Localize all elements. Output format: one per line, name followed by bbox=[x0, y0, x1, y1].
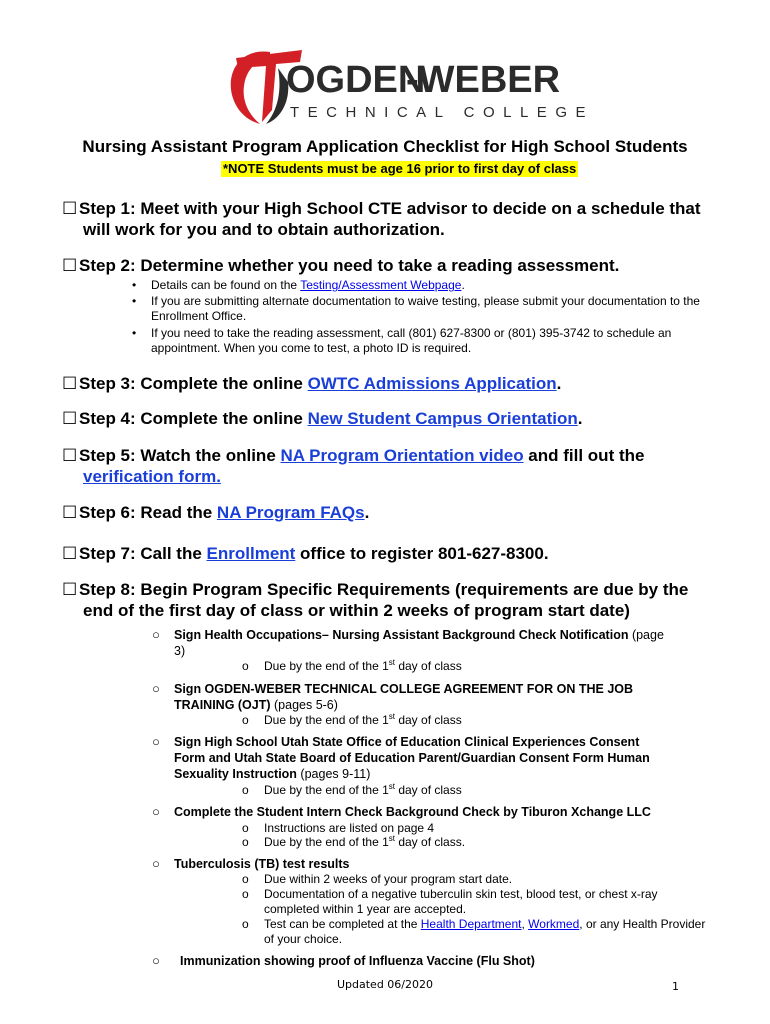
step-1-line1: Step 1: Meet with your High School CTE advisor to decide on a schedule that bbox=[79, 199, 701, 218]
workmed-link[interactable]: Workmed bbox=[528, 917, 580, 931]
o-bullet-icon: o bbox=[242, 835, 249, 849]
due-sup: st bbox=[388, 834, 395, 843]
step-4 bbox=[62, 408, 742, 429]
requirement-pages: (pages 5-6) bbox=[270, 698, 338, 712]
logo-mark-icon bbox=[222, 40, 594, 130]
checkbox-icon[interactable]: ☐ bbox=[62, 446, 78, 465]
item-text: completed within 1 year are accepted. bbox=[264, 902, 467, 916]
step-1 bbox=[62, 198, 742, 240]
requirement-tb-test bbox=[152, 856, 734, 872]
step-6-text: Step 6: Read the bbox=[79, 503, 217, 522]
checkbox-icon[interactable]: ☐ bbox=[62, 544, 78, 563]
requirement-title: Sign OGDEN-WEBER TECHNICAL COLLEGE AGREEMENT FOR ON THE JOB bbox=[174, 682, 634, 696]
bullet-text: Enrollment Office. bbox=[151, 309, 247, 323]
item-text: Test can be completed at the bbox=[264, 917, 421, 931]
req-2-due bbox=[242, 712, 462, 728]
step-5-text: Step 5: Watch the online bbox=[79, 446, 281, 465]
step-6-text: . bbox=[364, 503, 370, 522]
item-text: Documentation of a negative tuberculin skin test, blood test, or chest x-ray bbox=[264, 887, 658, 901]
requirement-pages: (page bbox=[628, 628, 664, 642]
requirement-background-notification bbox=[152, 627, 734, 659]
requirement-title: TRAINING (OJT) bbox=[174, 698, 271, 712]
requirement-background-check bbox=[152, 804, 734, 820]
due-text: Due by the end of the 1 bbox=[264, 783, 389, 797]
due-text: day of class. bbox=[395, 835, 466, 849]
req-3-due bbox=[242, 782, 462, 798]
requirement-title: Form and Utah State Board of Education Parent/Guardian Consent Form Human bbox=[174, 751, 650, 765]
bullet-icon: • bbox=[132, 278, 137, 292]
step-5-text: and fill out the bbox=[523, 446, 645, 465]
o-bullet-icon: o bbox=[242, 917, 249, 931]
checkbox-icon[interactable]: ☐ bbox=[62, 374, 78, 393]
circle-checkbox-icon[interactable]: ○ bbox=[152, 734, 160, 749]
circle-checkbox-icon[interactable]: ○ bbox=[152, 856, 160, 871]
bullet-icon: • bbox=[132, 326, 137, 340]
req-4-item-1 bbox=[242, 821, 435, 836]
o-bullet-icon: o bbox=[242, 887, 249, 901]
checkbox-icon[interactable]: ☐ bbox=[62, 580, 78, 599]
step-8-line2: end of the first day of class or within 2 weeks of program start date) bbox=[83, 601, 630, 620]
circle-checkbox-icon[interactable]: ○ bbox=[152, 627, 160, 642]
due-text: Due by the end of the 1 bbox=[264, 713, 389, 727]
updated-date: Updated 06/2020 bbox=[336, 978, 433, 991]
step-7-text: office to register 801-627-8300. bbox=[295, 544, 549, 563]
step-3-text: Step 3: Complete the online bbox=[79, 374, 308, 393]
o-bullet-icon: o bbox=[242, 659, 249, 673]
circle-checkbox-icon[interactable]: ○ bbox=[152, 681, 160, 696]
due-text: Due by the end of the 1 bbox=[264, 835, 389, 849]
due-text: day of class bbox=[395, 659, 462, 673]
checkbox-icon[interactable]: ☐ bbox=[62, 409, 78, 428]
req-4-due bbox=[242, 834, 466, 850]
o-bullet-icon: o bbox=[242, 821, 249, 835]
item-text: , or any Health Provider bbox=[579, 917, 706, 931]
o-bullet-icon: o bbox=[242, 783, 249, 797]
step-7 bbox=[62, 543, 742, 564]
due-text: day of class bbox=[395, 713, 462, 727]
checkbox-icon[interactable]: ☐ bbox=[62, 199, 78, 218]
due-text: Due by the end of the 1 bbox=[264, 659, 389, 673]
campus-orientation-link[interactable]: New Student Campus Orientation bbox=[307, 409, 578, 428]
step-1-line2: will work for you and to obtain authorization. bbox=[83, 220, 445, 239]
testing-assessment-link[interactable]: Testing/Assessment Webpage bbox=[300, 278, 462, 292]
due-text: day of class bbox=[395, 783, 462, 797]
step-8 bbox=[62, 579, 742, 621]
item-text: , bbox=[521, 917, 529, 931]
o-bullet-icon: o bbox=[242, 713, 249, 727]
step-8-line1: Step 8: Begin Program Specific Requirements (requirements are due by the bbox=[79, 580, 689, 599]
step-6 bbox=[62, 502, 742, 523]
step-4-text: Step 4: Complete the online bbox=[79, 409, 308, 428]
logo-name-part2: -WEBER bbox=[406, 59, 561, 101]
requirement-consent-forms bbox=[152, 734, 744, 782]
logo-name-part1: OGDEN bbox=[286, 59, 426, 101]
step-3-text: . bbox=[556, 374, 562, 393]
admissions-application-link[interactable]: OWTC Admissions Application bbox=[307, 374, 557, 393]
bullet-text: appointment. When you come to test, a photo ID is required. bbox=[151, 341, 472, 355]
req-5-item-1 bbox=[242, 872, 513, 887]
due-sup: st bbox=[388, 782, 395, 791]
req-5-item-2 bbox=[242, 887, 744, 917]
checkbox-icon[interactable]: ☐ bbox=[62, 256, 78, 275]
o-bullet-icon: o bbox=[242, 872, 249, 886]
requirement-title: Sign Health Occupations– Nursing Assistant Background Check Notification bbox=[174, 628, 629, 642]
requirement-title: Tuberculosis (TB) test results bbox=[174, 857, 350, 871]
bullet-text: Details can be found on the bbox=[151, 278, 301, 292]
step-2-bullet-1 bbox=[132, 278, 741, 293]
req-1-due bbox=[242, 658, 462, 674]
requirement-pages: (pages 9-11) bbox=[296, 767, 371, 781]
item-text: Due within 2 weeks of your program start date. bbox=[264, 872, 513, 886]
step-7-text: Step 7: Call the bbox=[79, 544, 207, 563]
due-sup: st bbox=[388, 658, 395, 667]
requirement-title: Immunization showing proof of Influenza Vaccine (Flu Shot) bbox=[180, 954, 535, 968]
step-2-bullet-2 bbox=[132, 294, 751, 324]
requirement-title: Sexuality Instruction bbox=[174, 767, 297, 781]
bullet-icon: • bbox=[132, 294, 137, 308]
enrollment-link[interactable]: Enrollment bbox=[206, 544, 296, 563]
requirement-ojt-agreement bbox=[152, 681, 734, 713]
orientation-video-link[interactable]: NA Program Orientation video bbox=[280, 446, 524, 465]
step-5 bbox=[62, 445, 742, 487]
requirement-flu-shot bbox=[152, 953, 740, 969]
page-title: Nursing Assistant Program Application Checklist for High School Students bbox=[82, 137, 688, 156]
step-2-bullet-3 bbox=[132, 326, 751, 356]
age-note: *NOTE Students must be age 16 prior to first day of class bbox=[223, 161, 577, 176]
verification-form-link[interactable]: verification form. bbox=[83, 467, 221, 486]
requirement-title: Sign High School Utah State Office of Education Clinical Experiences Consent bbox=[174, 735, 640, 749]
due-sup: st bbox=[388, 712, 395, 721]
step-4-text: . bbox=[577, 409, 583, 428]
college-logo bbox=[222, 40, 594, 130]
item-text: Instructions are listed on page 4 bbox=[264, 821, 435, 835]
program-faqs-link[interactable]: NA Program FAQs bbox=[216, 503, 365, 522]
step-3 bbox=[62, 373, 742, 394]
circle-checkbox-icon[interactable]: ○ bbox=[152, 804, 160, 819]
logo-subtitle: TECHNICAL COLLEGE bbox=[290, 104, 594, 121]
bullet-text: If you need to take the reading assessment, call (801) 627-8300 or (801) 395-3742 to schedule an bbox=[151, 326, 672, 340]
requirement-pages: 3) bbox=[174, 644, 186, 658]
step-2-text: Step 2: Determine whether you need to take a reading assessment. bbox=[79, 256, 620, 275]
bullet-text: If you are submitting alternate documentation to waive testing, please submit your documentation to the bbox=[151, 294, 700, 308]
health-department-link[interactable]: Health Department bbox=[420, 917, 522, 931]
bullet-text: . bbox=[461, 278, 465, 292]
req-5-item-3 bbox=[242, 917, 744, 947]
page-number: 1 bbox=[672, 980, 679, 993]
checkbox-icon[interactable]: ☐ bbox=[62, 503, 78, 522]
requirement-title: Complete the Student Intern Check Background Check by Tiburon Xchange LLC bbox=[174, 805, 651, 819]
step-2 bbox=[62, 255, 742, 276]
circle-checkbox-icon[interactable]: ○ bbox=[152, 953, 160, 968]
item-text: of your choice. bbox=[264, 932, 343, 946]
